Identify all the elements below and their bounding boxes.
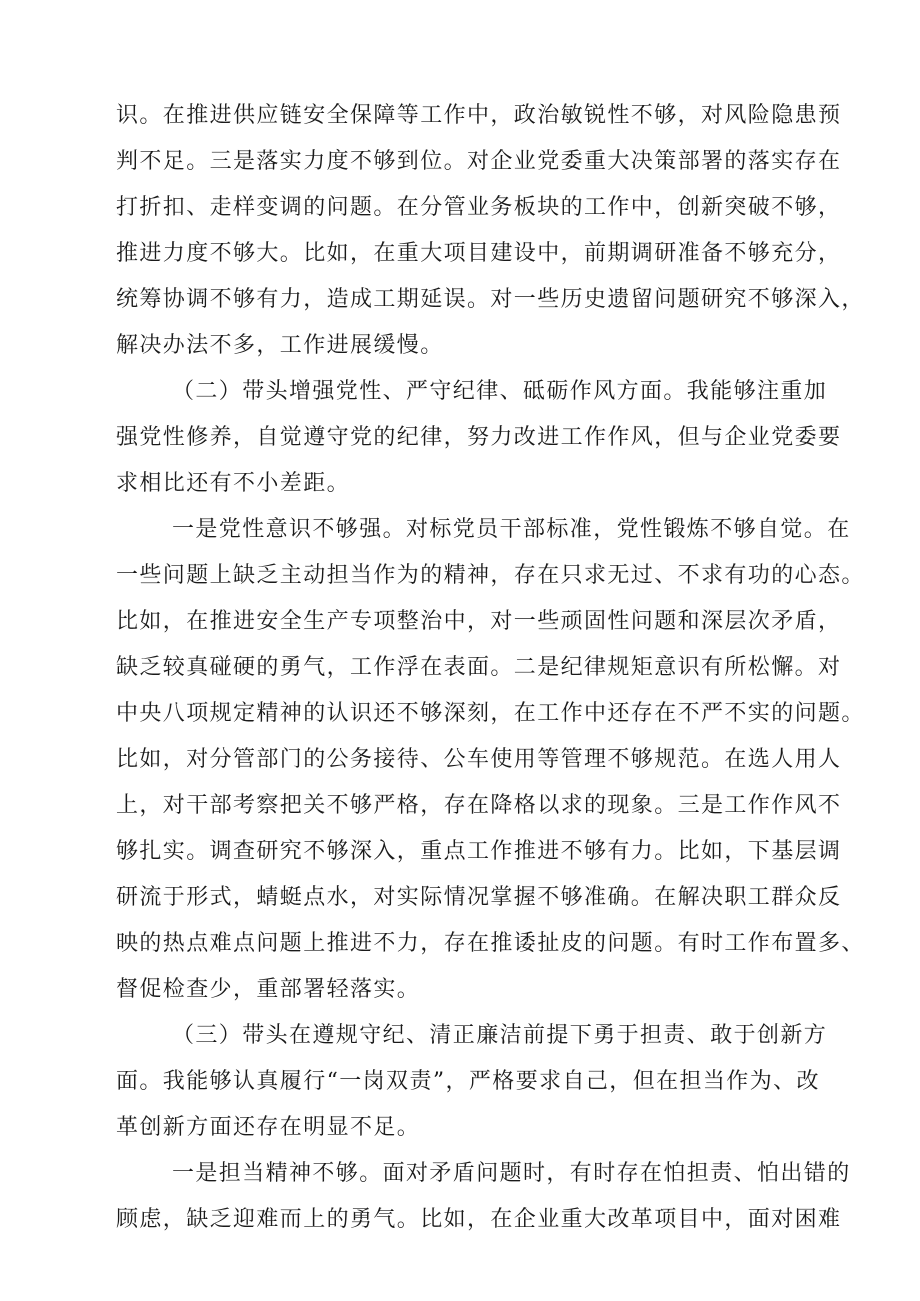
- text-line: 缺乏较真碰硬的勇气，工作浮在表面。二是纪律规矩意识有所松懈。对: [116, 655, 842, 680]
- document-body: [116, 93, 865, 1243]
- text-line: 求相比还有不小差距。: [116, 471, 351, 496]
- text-line: 推进力度不够大。比如，在重大项目建设中，前期调研准备不够充分，: [116, 241, 842, 266]
- text-line: 识。在推进供应链安全保障等工作中，政治敏锐性不够，对风险隐患预: [116, 103, 842, 128]
- text-line: 强党性修养，自觉遵守党的纪律，努力改进工作作风，但与企业党委要: [116, 425, 842, 450]
- text-line: 顾虑，缺乏迎难而上的勇气。比如，在企业重大改革项目中，面对困难: [116, 1207, 842, 1232]
- text-line: 统筹协调不够有力，造成工期延误。对一些历史遗留问题研究不够深入，: [116, 287, 865, 312]
- paragraph-start-line: 一是担当精神不够。面对矛盾问题时，有时存在怕担责、怕出错的: [172, 1161, 851, 1186]
- text-line: 督促检查少，重部署轻落实。: [116, 977, 421, 1002]
- text-line: 上，对干部考察把关不够严格，存在降格以求的现象。三是工作作风不: [116, 793, 842, 818]
- text-line: 打折扣、走样变调的问题。在分管业务板块的工作中，创新突破不够，: [116, 195, 842, 220]
- text-line: 一些问题上缺乏主动担当作为的精神，存在只求无过、不求有功的心态。: [116, 563, 865, 588]
- text-line: 映的热点难点问题上推进不力，存在推诿扯皮的问题。有时工作布置多、: [116, 931, 865, 956]
- text-line: 解决办法不多，工作进展缓慢。: [116, 333, 444, 358]
- text-line: 比如，对分管部门的公务接待、公车使用等管理不够规范。在选人用人: [116, 747, 842, 772]
- text-line: 判不足。三是落实力度不够到位。对企业党委重大决策部署的落实存在: [116, 149, 842, 174]
- text-line: 研流于形式，蜻蜓点水，对实际情况掌握不够准确。在解决职工群众反: [116, 885, 842, 910]
- paragraph-start-line: 一是党性意识不够强。对标党员干部标准，党性锻炼不够自觉。在: [172, 517, 851, 542]
- section-heading-line: （三）带头在遵规守纪、清正廉洁前提下勇于担责、敢于创新方: [172, 1023, 828, 1048]
- section-heading-line: （二）带头增强党性、严守纪律、砥砺作风方面。我能够注重加: [172, 379, 828, 404]
- text-line: 中央八项规定精神的认识还不够深刻，在工作中还存在不严不实的问题。: [116, 701, 865, 726]
- text-line: 革创新方面还存在明显不足。: [116, 1115, 421, 1140]
- text-line: 比如，在推进安全生产专项整治中，对一些顽固性问题和深层次矛盾，: [116, 609, 842, 634]
- text-line: 面。我能够认真履行“一岗双责”，严格要求自己，但在担当作为、改: [116, 1069, 820, 1094]
- text-line: 够扎实。调查研究不够深入，重点工作推进不够有力。比如，下基层调: [116, 839, 842, 864]
